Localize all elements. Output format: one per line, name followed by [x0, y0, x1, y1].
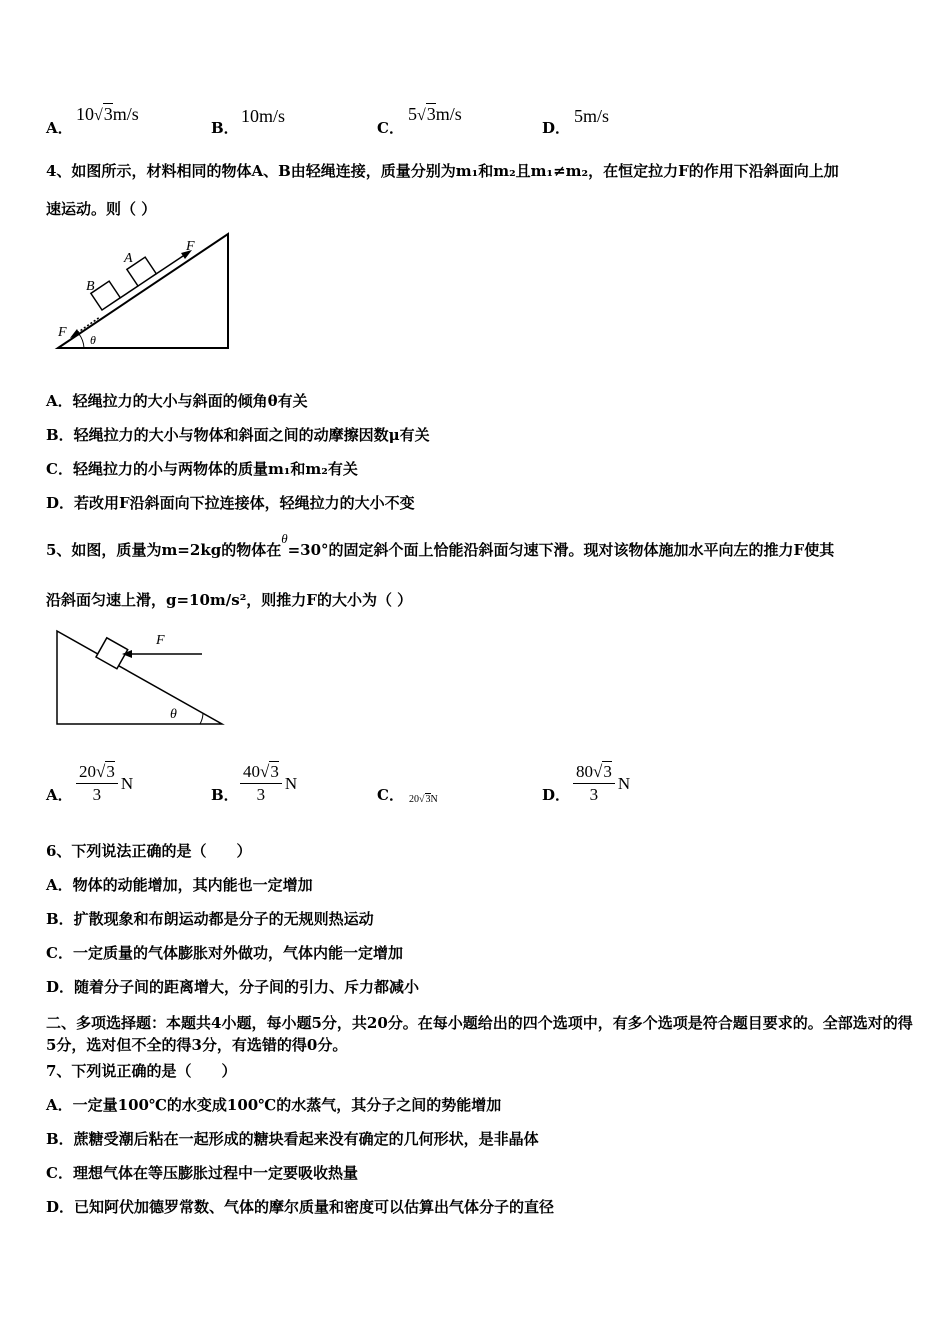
- q5-option-c-value: 20√3N: [409, 794, 438, 805]
- section-2-heading: 二、多项选择题：本题共4小题，每小题5分，共20分。在每小题给出的四个选项中，有多个选项是符合题目要求的。全部选对的得5分，选对但不全的得3分，有选错的得0分。: [46, 1014, 913, 1054]
- q7-option-c: C．理想气体在等压膨胀过程中一定要吸收热量: [46, 1164, 358, 1182]
- q3-option-c-value: 5√3m/s: [408, 104, 462, 124]
- q4-label-theta: θ: [90, 333, 96, 347]
- q6-option-a: A．物体的动能增加，其内能也一定增加: [46, 876, 313, 894]
- q5-option-d-value: $\frac{80√3}{3}$ N: [573, 761, 630, 806]
- q4-option-b: B．轻绳拉力的大小与物体和斜面之间的动摩擦因数μ有关: [46, 426, 430, 444]
- q3-option-a-letter: A．: [46, 119, 73, 137]
- q4-angle-arc: [79, 334, 84, 348]
- q7-option-d: D．已知阿伏加德罗常数、气体的摩尔质量和密度可以估算出气体分子的直径: [46, 1198, 555, 1216]
- q7-option-a: A．一定量100℃的水变成100℃的水蒸气，其分子之间的势能增加: [46, 1096, 502, 1114]
- q4-stem-line1: 4、如图所示，材料相同的物体A、B由轻绳连接，质量分别为m₁和m₂且m₁≠m₂，在恒定拉力F的作用下沿斜面向上加: [46, 162, 839, 180]
- q3-option-b-letter: B．: [211, 119, 239, 137]
- q3-option-b-value: 10m/s: [241, 106, 286, 126]
- q5-label-f: F: [156, 633, 165, 648]
- q5-incline-triangle: [57, 631, 222, 724]
- q3-option-d-letter: D．: [542, 119, 571, 137]
- q5-option-a-value: $\frac{20√3}{3}$ N: [76, 761, 133, 806]
- q6-option-c: C．一定质量的气体膨胀对外做功，气体内能一定增加: [46, 944, 403, 962]
- q5-option-b-value: $\frac{40√3}{3}$ N: [240, 761, 297, 806]
- q4-incline-figure: [46, 228, 236, 354]
- q5-label-theta: θ: [170, 707, 177, 722]
- q3-option-a-value: 10√3m/s: [76, 104, 139, 124]
- q4-label-a: A: [124, 251, 133, 266]
- q5-option-c-letter: C．: [377, 786, 404, 804]
- q7-option-b: B．蔗糖受潮后粘在一起形成的糖块看起来没有确定的几何形状，是非晶体: [46, 1130, 539, 1148]
- q4-label-f-top: F: [186, 239, 195, 254]
- q4-option-c: C．轻绳拉力的小与两物体的质量m₁和m₂有关: [46, 460, 358, 478]
- q4-stem-line2: 速运动。则（ ）: [46, 200, 157, 218]
- q5-incline-figure: [52, 624, 232, 730]
- q4-label-b: B: [86, 279, 95, 294]
- q5-block: [96, 638, 128, 669]
- q4-label-f-bottom: F: [58, 325, 67, 340]
- q4-option-d: D．若改用F沿斜面向下拉连接体，轻绳拉力的大小不变: [46, 494, 415, 512]
- q5-stem-line2: 沿斜面匀速上滑，g=10m/s²，则推力F的大小为（ ）: [46, 591, 413, 609]
- q5-stem-line1: [46, 531, 835, 561]
- q5-stem-line1-part2: =30°的固定斜个面上恰能沿斜面匀速下滑。现对该物体施加水平向左的推力F使其: [287, 541, 835, 559]
- q6-option-b: B．扩散现象和布朗运动都是分子的无规则热运动: [46, 910, 374, 928]
- q5-theta-symbol: θ: [281, 531, 288, 546]
- q7-stem: 7、下列说正确的是（ ）: [46, 1062, 237, 1080]
- q4-incline-triangle: [58, 234, 228, 348]
- q4-option-a: A．轻绳拉力的大小与斜面的倾角θ有关: [46, 392, 308, 410]
- q6-stem: 6、下列说法正确的是（ ）: [46, 842, 252, 860]
- q5-angle-arc: [200, 713, 203, 724]
- q3-option-c-letter: C．: [377, 119, 404, 137]
- q5-option-a-letter: A．: [46, 786, 73, 804]
- q6-option-d: D．随着分子间的距离增大，分子间的引力、斥力都减小: [46, 978, 420, 996]
- q3-option-d-value: 5m/s: [574, 106, 610, 126]
- q5-option-b-letter: B．: [211, 786, 239, 804]
- q5-option-d-letter: D．: [542, 786, 571, 804]
- q5-stem-line1-part1: 5、如图，质量为m=2kg的物体在: [46, 541, 282, 559]
- q4-block-b: [91, 281, 120, 310]
